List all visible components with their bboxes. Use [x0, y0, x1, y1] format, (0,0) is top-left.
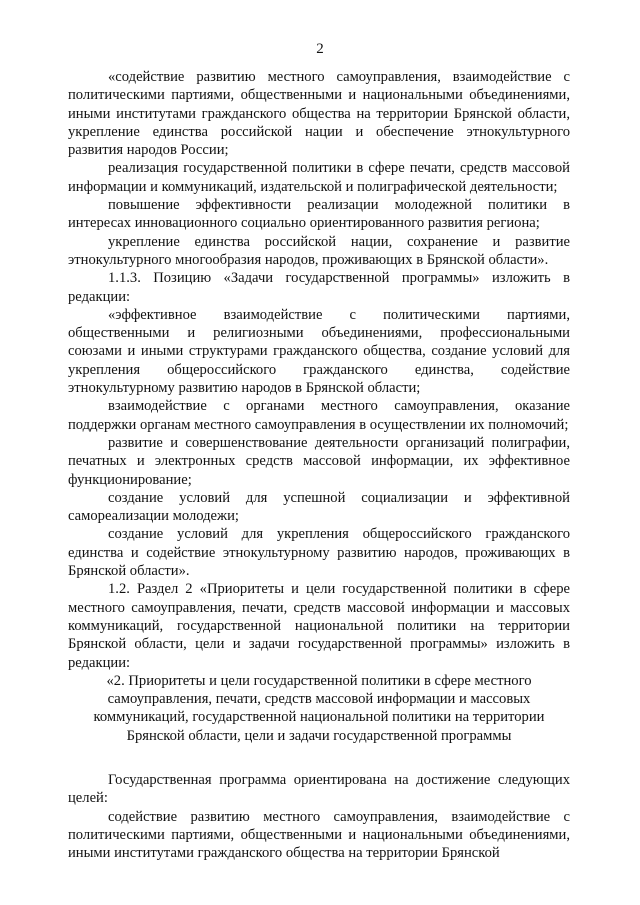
- paragraph: повышение эффективности реализации молодежной политики в интересах инновационного социально ориентированного развития региона;: [68, 197, 570, 232]
- paragraph: «содействие развитию местного самоуправления, взаимодействие с политическими партиями, общественными и национальными объединениями, иными институтами гражданского общества на территории Брянской области, укрепление единства российской нации и обеспечение этнокультурного развития народов России;: [68, 69, 570, 159]
- section-heading: «2. Приоритеты и цели государственной политики в сфере местного самоуправления, печати, средств массовой информации и массовых коммуникаций, государственной национальной политики на территории Брянской области, цели и задачи государственной программы: [93, 672, 545, 744]
- paragraph: создание условий для укрепления общероссийского гражданского единства и содействие этнокультурному развитию народов, проживающих в Брянской области».: [68, 526, 570, 580]
- paragraph: 1.1.3. Позицию «Задачи государственной программы» изложить в редакции:: [68, 270, 570, 305]
- paragraph: Государственная программа ориентирована на достижение следующих целей:: [68, 771, 570, 807]
- paragraph: 1.2. Раздел 2 «Приоритеты и цели государственной политики в сфере местного самоуправления, печати, средств массовой информации и массовых коммуникаций, государственной национальной политики на территории Брянской области, цели и задачи государственной программы» изложить в редакции:: [68, 581, 570, 671]
- paragraph: развитие и совершенствование деятельности организаций полиграфии, печатных и электронных средств массовой информации, их эффективное функционирование;: [68, 434, 570, 488]
- paragraph: содействие развитию местного самоуправления, взаимодействие с политическими партиями, общественными и национальными объединениями, иными институтами гражданского общества на территории Брянской: [68, 808, 570, 862]
- paragraph: реализация государственной политики в сфере печати, средств массовой информации и коммуникаций, издательской и полиграфической деятельности;: [68, 160, 570, 195]
- paragraph: укрепление единства российской нации, сохранение и развитие этнокультурного многообразия народов, проживающих в Брянской области».: [68, 233, 570, 268]
- document-body: [68, 68, 570, 862]
- section-spacer: [68, 745, 570, 771]
- paragraph: взаимодействие с органами местного самоуправления, оказание поддержки органам местного самоуправления в осуществлении их полномочий;: [68, 398, 570, 433]
- paragraph: создание условий для успешной социализации и эффективной самореализации молодежи;: [68, 489, 570, 525]
- page-number: 2: [316, 41, 324, 57]
- paragraph: «эффективное взаимодействие с политическими партиями, общественными и религиозными объединениями, профессиональными союзами и иными структурами гражданского общества, создание условий для укрепления общероссийского гражданского единства, содействие этнокультурному развитию народов в Брянской области;: [68, 306, 570, 397]
